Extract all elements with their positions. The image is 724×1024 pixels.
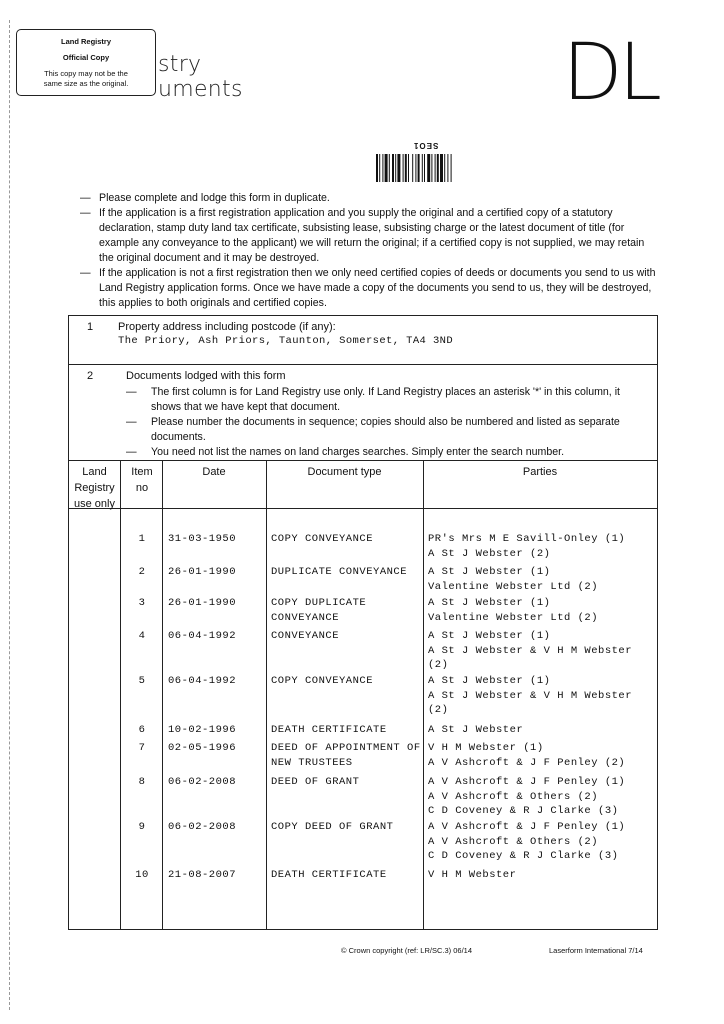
- header-item: Item no: [131, 466, 153, 494]
- document-parties: [428, 532, 654, 561]
- document-type: COPY DEED OF GRANT: [271, 821, 394, 833]
- party-line: C D Coveney & R J Clarke (3): [428, 850, 619, 862]
- panel-number: 1: [87, 321, 94, 333]
- party-line: A St J Webster (1): [428, 630, 551, 642]
- party-line: A St J Webster (1): [428, 675, 551, 687]
- item-number: 10: [135, 869, 149, 881]
- footer-copyright: © Crown copyright (ref: LR/SC.3) 06/14: [341, 946, 472, 955]
- note-item: — The first column is for Land Registry use only. If Land Registry places an asterisk '*' in this column, it shows that we have kept that document.: [126, 385, 626, 415]
- item-number: 9: [138, 821, 146, 833]
- item-number: 8: [138, 776, 146, 788]
- document-date: 06-04-1992: [168, 675, 237, 687]
- page-edge: [9, 20, 10, 1010]
- item-number: 1: [138, 533, 146, 545]
- document-date: 31-03-1950: [168, 533, 237, 545]
- header-document-type: Document type: [307, 466, 382, 478]
- panel-documents-lodged: [68, 365, 658, 930]
- note-item: — You need not list the names on land charges searches. Simply enter the search number.: [126, 445, 626, 460]
- document-type: DEED OF GRANT: [271, 776, 360, 788]
- document-parties: [428, 629, 654, 673]
- panel-title: Property address including postcode (if any):: [118, 321, 336, 333]
- document-date: 10-02-1996: [168, 724, 237, 736]
- party-line: A St J Webster & V H M Webster: [428, 644, 633, 657]
- document-date: 02-05-1996: [168, 742, 237, 754]
- panel-title: Documents lodged with this form: [126, 370, 286, 382]
- party-line: Valentine Webster Ltd (2): [428, 580, 599, 593]
- party-line: A V Ashcroft & Others (2): [428, 835, 599, 848]
- party-line: A St J Webster & V H M Webster: [428, 689, 633, 702]
- form-code: DL: [562, 28, 658, 118]
- document-parties: [428, 565, 654, 594]
- document-date: 21-08-2007: [168, 869, 237, 881]
- document-parties: [428, 820, 654, 864]
- item-number: 3: [138, 597, 146, 609]
- party-line: A St J Webster (1): [428, 597, 551, 609]
- panel-number: 2: [87, 370, 94, 382]
- header-parties: Parties: [522, 466, 558, 478]
- panel-property-address: [68, 315, 658, 365]
- official-copy-stamp: [16, 29, 156, 96]
- party-line: V H M Webster: [428, 869, 517, 881]
- instruction-item: — Please complete and lodge this form in duplicate.: [80, 191, 660, 206]
- party-line: (2): [428, 659, 449, 671]
- document-parties: [428, 741, 654, 770]
- item-number: 7: [138, 742, 146, 754]
- party-line: PR's Mrs M E Savill-Onley (1): [428, 533, 626, 545]
- item-number: 5: [138, 675, 146, 687]
- document-type: COPY CONVEYANCE: [271, 533, 374, 545]
- item-number: 4: [138, 630, 146, 642]
- party-line: Valentine Webster Ltd (2): [428, 611, 599, 624]
- masthead-line: uments: [158, 77, 243, 102]
- document-type: DEED OF APPOINTMENT OF NEW TRUSTEES: [271, 742, 421, 769]
- document-date: 26-01-1990: [168, 566, 237, 578]
- document-parties: [428, 775, 654, 819]
- document-type: DEATH CERTIFICATE: [271, 869, 387, 881]
- party-line: C D Coveney & R J Clarke (3): [428, 805, 619, 817]
- note-item: — Please number the documents in sequence; copies should also be numbered and listed as separate documents.: [126, 415, 626, 445]
- document-date: 06-02-2008: [168, 821, 237, 833]
- party-line: A St J Webster: [428, 724, 524, 736]
- party-line: V H M Webster (1): [428, 742, 544, 754]
- party-line: A St J Webster (1): [428, 566, 551, 578]
- document-type: CONVEYANCE: [271, 630, 340, 642]
- header-date: Date: [202, 466, 226, 478]
- document-type: COPY DUPLICATE CONVEYANCE: [271, 597, 367, 624]
- stamp-line: Official Copy: [62, 53, 110, 62]
- document-type: DEATH CERTIFICATE: [271, 724, 387, 736]
- item-number: 6: [138, 724, 146, 736]
- stamp-line: Land Registry: [60, 37, 111, 46]
- stamp-line: This copy may not be the: [44, 69, 128, 78]
- masthead-line: stry: [158, 52, 202, 77]
- document-parties: [428, 596, 654, 625]
- barcode-icon: [376, 154, 481, 182]
- document-type: DUPLICATE CONVEYANCE: [271, 566, 408, 578]
- property-address: The Priory, Ash Priors, Taunton, Somerset, TA4 3ND: [118, 335, 454, 347]
- party-line: A V Ashcroft & Others (2): [428, 790, 599, 803]
- barcode-label: SEO1: [413, 141, 439, 150]
- item-number: 2: [138, 566, 146, 578]
- party-line: A V Ashcroft & J F Penley (2): [428, 756, 626, 769]
- header-land-registry: Land Registry use only: [74, 466, 115, 510]
- instruction-item: — If the application is a first registration application and you supply the original and a certified copy of a statutory declaration, stamp duty land tax certificate, subsisting lease, subsisting charge or the latest document of title (for example any conveyance to the applicant) we will return the original; if a certified copy is not supplied, we may retain the original document and it may be destroyed.: [80, 206, 660, 266]
- documents-notes: [126, 385, 626, 460]
- party-line: A V Ashcroft & J F Penley (1): [428, 821, 626, 833]
- stamp-line: same size as the original.: [43, 79, 129, 88]
- document-date: 06-04-1992: [168, 630, 237, 642]
- documents-table: [69, 460, 657, 929]
- footer-printer: Laserform International 7/14: [549, 946, 643, 955]
- instructions-list: [80, 191, 660, 311]
- party-line: A V Ashcroft & J F Penley (1): [428, 776, 626, 788]
- instruction-item: — If the application is not a first registration then we only need certified copies of deeds or documents you send to us with Land Registry application forms. Once we have made a copy of the documents you send to us, they will be destroyed, this applies to both originals and certified copies.: [80, 266, 660, 311]
- document-parties: [428, 868, 654, 883]
- document-parties: [428, 723, 654, 738]
- document-type: COPY CONVEYANCE: [271, 675, 374, 687]
- party-line: (2): [428, 704, 449, 716]
- document-parties: [428, 674, 654, 718]
- party-line: A St J Webster (2): [428, 547, 551, 560]
- document-date: 26-01-1990: [168, 597, 237, 609]
- document-date: 06-02-2008: [168, 776, 237, 788]
